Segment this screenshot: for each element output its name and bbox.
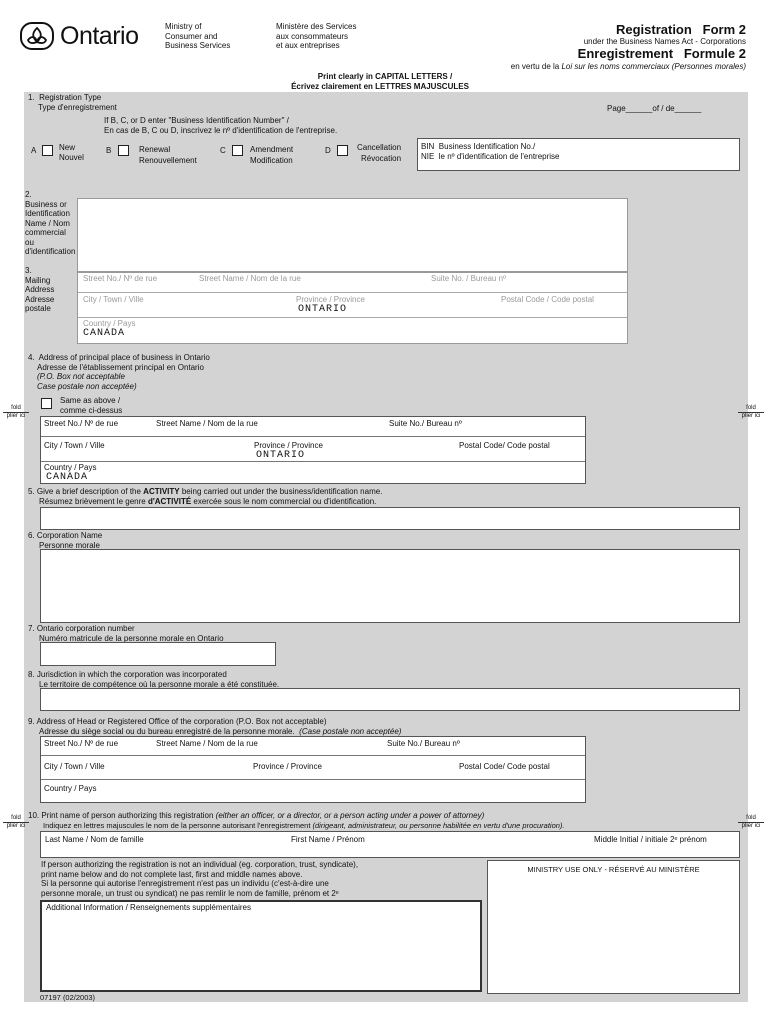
corporation-number-field[interactable]	[40, 642, 276, 666]
business-name-field[interactable]	[77, 198, 628, 272]
logo-text: Ontario	[60, 22, 139, 50]
option-d-checkbox[interactable]	[337, 145, 348, 156]
principal-street-name-label: Street Name / Nom de la rue	[156, 419, 258, 428]
print-instructions: Print clearly in CAPITAL LETTERS / Écrivez clairement en LETTRES MAJUSCULES	[291, 72, 469, 91]
trillium-icon	[20, 22, 54, 50]
mailing-country-value[interactable]: CANADA	[83, 328, 126, 339]
section10-title: 10. Print name of person authorizing this registration (either an officer, or a director, or a person acting under a power of attorney) Indiquez en lettres majuscules le nom de la personne autorisant l'enregistrement (dirigeant, administrateur, ou personne habilitée en vertu d'une procuration).	[28, 811, 565, 830]
principal-address-block	[40, 416, 586, 484]
mailing-street-name-label: Street Name / Nom de la rue	[199, 274, 301, 283]
mailing-postal-label: Postal Code / Code postal	[501, 295, 594, 304]
section6-title: 6. Corporation Name Personne morale	[28, 531, 103, 550]
first-name-label: First Name / Prénom	[291, 835, 365, 844]
ministry-en: Ministry of Consumer and Business Services	[165, 22, 231, 50]
same-as-above-label: Same as above / comme ci-dessus	[60, 396, 123, 415]
option-b-letter: B	[106, 146, 112, 155]
mailing-address-block	[77, 272, 628, 344]
form-subtitle-fr: en vertu de la Loi sur les noms commerciaux (Personnes morales)	[510, 62, 746, 71]
corporation-name-field[interactable]	[40, 549, 740, 623]
bin-label-en: BIN Business Identification No./	[421, 142, 536, 151]
section1-note-fr: En cas de B, C ou D, inscrivez le nº d'identification de l'entreprise.	[104, 126, 338, 135]
section2-label: 2. Business or Identification Name / Nom commercial ou d'identification	[25, 190, 76, 256]
additional-information-label: Additional Information / Renseignements supplémentaires	[46, 903, 252, 912]
section1-note-en: If B, C, or D enter "Business Identification Number" /	[104, 116, 289, 125]
ministry-use-only-label: MINISTRY USE ONLY - RÉSERVÉ AU MINISTÈRE	[527, 865, 700, 874]
option-d-label: Cancellation Révocation	[357, 143, 402, 163]
fold-mark-right-2: fold plier ici	[738, 815, 764, 830]
option-a-checkbox[interactable]	[42, 145, 53, 156]
option-b-checkbox[interactable]	[118, 145, 129, 156]
non-individual-note: If person authorizing the registration is not an individual (eg. corporation, trust, syndicate), print name below and do not complete last, first and middle names above. Si la personne qui autorise l'enregistrement n'est pas un individu (c'est-à-dire une personne morale, un trust ou syndicat) ne pas remlir le nom de famille, prénom et 2ᵉ	[41, 860, 359, 898]
authorizing-person-name-field[interactable]	[40, 831, 740, 858]
option-d-letter: D	[325, 146, 331, 155]
section3-label: 3. Mailing Address Adresse postale	[25, 266, 55, 313]
principal-country-value[interactable]: CANADA	[46, 472, 89, 483]
principal-province-label: Province / Province	[254, 441, 323, 450]
principal-street-no-label: Street No./ Nº de rue	[44, 419, 119, 428]
section8-title: 8. Jurisdiction in which the corporation was incorporated Le territoire de compétence où la personne morale a été constituée.	[28, 670, 280, 689]
option-c-checkbox[interactable]	[232, 145, 243, 156]
fold-mark-left-1: fold plier ici	[3, 405, 29, 420]
ministry-fr: Ministère des Services aux consommateurs et aux entreprises	[276, 22, 357, 50]
fold-mark-right-1: fold plier ici	[738, 405, 764, 420]
ontario-logo	[20, 22, 139, 55]
mailing-street-no-label: Street No./ Nº de rue	[83, 274, 158, 283]
middle-initial-label: Middle Initial / initiale 2ᵉ prénom	[594, 835, 707, 844]
option-a-label: New Nouvel	[59, 143, 84, 162]
form-title-fr: Enregistrement Formule 2	[577, 46, 746, 61]
head-office-suite-label: Suite No./ Bureau nº	[387, 739, 460, 748]
option-b-label: Renewal Renouvellement	[139, 145, 197, 165]
head-office-street-name-label: Street Name / Nom de la rue	[156, 739, 258, 748]
mailing-province-value[interactable]: ONTARIO	[298, 304, 348, 315]
principal-country-label: Country / Pays	[44, 463, 97, 472]
head-office-address-block	[40, 736, 586, 803]
form-title-en: Registration Form 2	[615, 22, 746, 37]
same-as-above-checkbox[interactable]	[41, 398, 52, 409]
option-c-letter: C	[220, 146, 226, 155]
last-name-label: Last Name / Nom de famille	[45, 835, 144, 844]
activity-description-field[interactable]	[40, 507, 740, 530]
form-number: 07197 (02/2003)	[40, 993, 96, 1002]
jurisdiction-field[interactable]	[40, 688, 740, 711]
head-office-country-label: Country / Pays	[44, 784, 97, 793]
head-office-province-label: Province / Province	[253, 762, 322, 771]
principal-city-label: City / Town / Ville	[44, 441, 105, 450]
mailing-province-label: Province / Province	[296, 295, 365, 304]
bin-field[interactable]	[417, 138, 740, 171]
fold-mark-left-2: fold plier ici	[3, 815, 29, 830]
ministry-use-only-box	[487, 860, 740, 994]
page-count-label: Page______of / de______	[607, 104, 702, 113]
head-office-city-label: City / Town / Ville	[44, 762, 105, 771]
principal-suite-label: Suite No./ Bureau nº	[389, 419, 462, 428]
option-c-label: Amendment Modification	[250, 145, 294, 165]
bin-label-fr: NIE le nº d'identification de l'entreprise	[421, 152, 560, 161]
section5-title: 5. Give a brief description of the ACTIVITY being carried out under the business/identification name. Résumez brièvement le genre d'ACTIVITÉ exercée sous le nom commercial ou d'identification.	[28, 487, 383, 506]
additional-information-field[interactable]	[40, 900, 482, 992]
section4-title: 4. Address of principal place of business in Ontario Adresse de l'établissement principal en Ontario (P.O. Box not acceptable Case postale non acceptée)	[28, 353, 210, 391]
option-a-letter: A	[31, 146, 37, 155]
section1-title: 1. Registration Type Type d'enregistrement	[28, 93, 117, 112]
form-subtitle-en: under the Business Names Act - Corporations	[583, 37, 746, 46]
mailing-city-label: City / Town / Ville	[83, 295, 144, 304]
principal-postal-label: Postal Code/ Code postal	[459, 441, 550, 450]
section7-title: 7. Ontario corporation number Numéro matricule de la personne morale en Ontario	[28, 624, 224, 643]
mailing-suite-label: Suite No. / Bureau nº	[431, 274, 506, 283]
principal-province-value[interactable]: ONTARIO	[256, 450, 306, 461]
mailing-country-label: Country / Pays	[83, 319, 136, 328]
section9-title: 9. Address of Head or Registered Office of the corporation (P.O. Box not acceptable) Adresse du siège social ou du bureau enregistré de la personne morale. (Case postale non acceptée)	[28, 717, 402, 736]
head-office-street-no-label: Street No./ Nº de rue	[44, 739, 119, 748]
head-office-postal-label: Postal Code/ Code postal	[459, 762, 550, 771]
